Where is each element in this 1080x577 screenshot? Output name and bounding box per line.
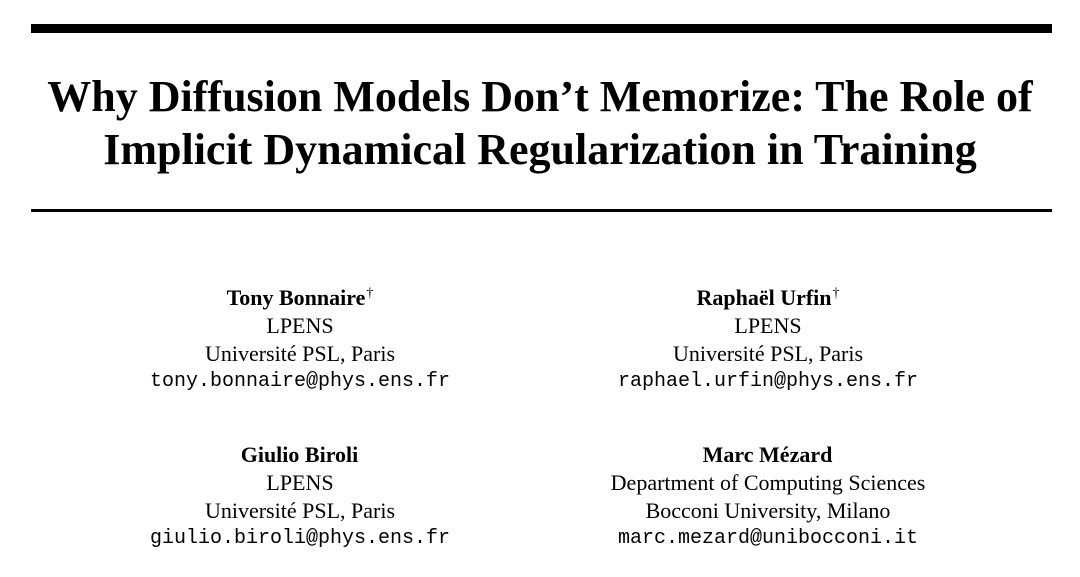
author-block-raphael-urfin — [533, 284, 1003, 396]
author-affiliation-line: Université PSL, Paris — [672, 341, 864, 366]
title-bottom-rule — [31, 209, 1052, 212]
author-footnote-mark: † — [366, 286, 374, 301]
author-affiliation-line: LPENS — [266, 470, 334, 495]
author-affiliation-line: Department of Computing Sciences — [610, 470, 926, 495]
paper-title-line-2: Implicit Dynamical Regularization in Training — [103, 125, 977, 174]
paper-title-line-1: Why Diffusion Models Don’t Memorize: The Role of — [47, 72, 1033, 121]
author-name: Marc Mézard — [702, 442, 833, 467]
author-name: Raphaël Urfin† — [696, 285, 840, 310]
author-name: Giulio Biroli — [240, 442, 359, 467]
author-email: marc.mezard@unibocconi.it — [617, 527, 919, 550]
author-email: giulio.biroli@phys.ens.fr — [149, 527, 451, 550]
author-affiliation-line: Bocconi University, Milano — [645, 498, 891, 523]
author-block-tony-bonnaire — [65, 284, 535, 396]
author-affiliation-line: LPENS — [266, 313, 334, 338]
paper-title — [0, 70, 1080, 176]
author-affiliation-line: Université PSL, Paris — [204, 341, 396, 366]
author-block-giulio-biroli — [65, 441, 535, 553]
author-affiliation-line: Université PSL, Paris — [204, 498, 396, 523]
author-name: Tony Bonnaire† — [226, 285, 374, 310]
author-email: tony.bonnaire@phys.ens.fr — [149, 370, 451, 393]
author-block-marc-mezard — [533, 441, 1003, 553]
title-top-rule — [31, 24, 1052, 33]
author-affiliation-line: LPENS — [734, 313, 802, 338]
author-footnote-mark: † — [832, 286, 840, 301]
author-email: raphael.urfin@phys.ens.fr — [617, 370, 919, 393]
